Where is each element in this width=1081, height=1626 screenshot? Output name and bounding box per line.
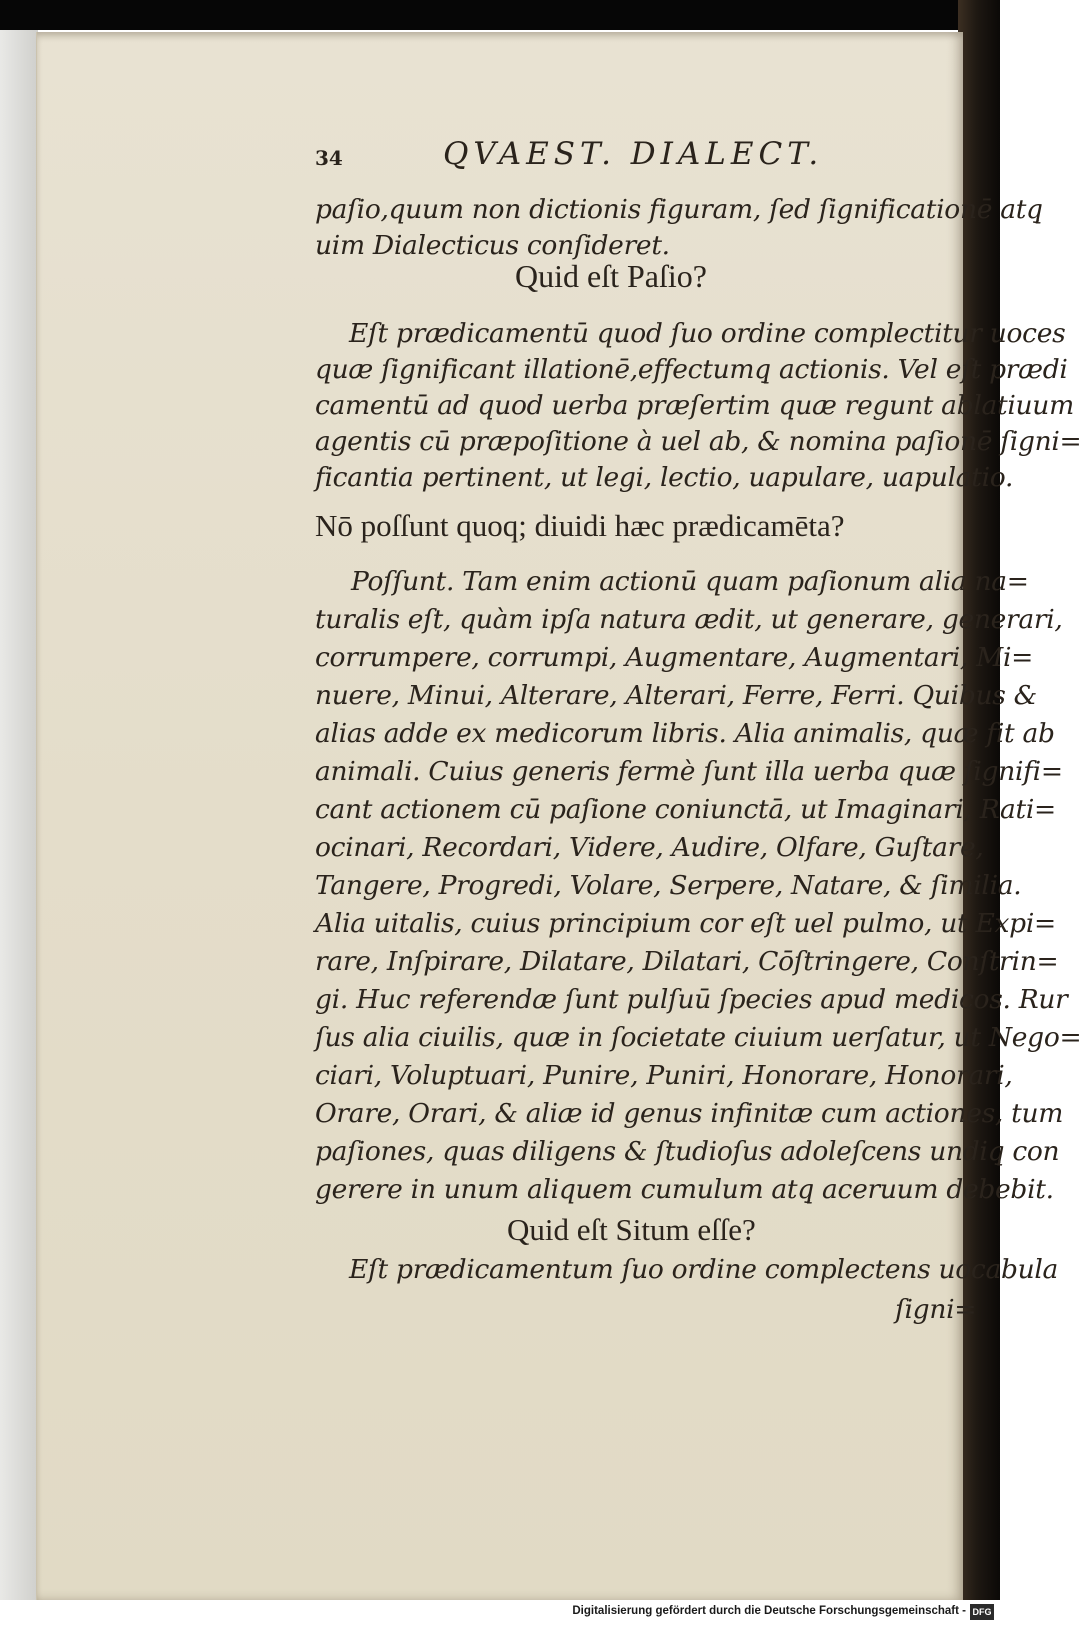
text-line: Eſt prædicamentū quod ſuo ordine complectitur uoces: [349, 318, 1066, 349]
section-heading: Nō poſſunt quoq; diuidi hæc prædicamēta?: [315, 508, 845, 543]
scan-top-border: [0, 0, 1000, 30]
text-line: gi. Huc referendæ ſunt pulſuū ſpecies apud medicos. Rur: [315, 984, 1068, 1015]
text-line: Orare, Orari, & aliæ id genus infinitæ cum actiones, tum: [315, 1098, 1064, 1129]
text-line: alias adde ex medicorum libris. Alia animalis, quæ fit ab: [315, 718, 1055, 749]
text-line: ocinari, Recordari, Videre, Audire, Olfare, Guſtare,: [315, 832, 984, 863]
text-line: nuere, Minui, Alterare, Alterari, Ferre, Ferri. Quibus &: [315, 680, 1037, 711]
text-line: gerere in unum aliquem cumulum atq̧ aceruum debebit.: [315, 1174, 1054, 1205]
text-line: paſio,quum non dictionis figuram, ſed ſignificationē atq̧: [315, 194, 1043, 225]
page-number: 34: [315, 146, 343, 170]
text-line: quæ ſignificant illationē,effectumq̧ actionis. Vel eſt prædi: [315, 354, 1068, 385]
text-line: rare, Inſpirare, Dilatare, Dilatari, Cōſtringere, Conſtrin=: [315, 946, 1059, 977]
text-line: cant actionem cū paſione coniunctā, ut Imaginari, Rati=: [315, 794, 1056, 825]
section-heading: Quid eſt Paſio?: [515, 258, 707, 294]
catchword: ſigni=: [895, 1294, 977, 1325]
text-line: ſus alia ciuilis, quæ in ſocietate ciuium uerſatur, ut Nego=: [315, 1022, 1081, 1053]
text-line: Alia uitalis, cuius principium cor eſt uel pulmo, ut Expi=: [315, 908, 1056, 939]
running-title: QVAEST. DIALECT.: [443, 136, 824, 172]
funding-credit: Digitalisierung gefördert durch die Deutsche Forschungsgemeinschaft -: [572, 1605, 966, 1617]
text-line: camentū ad quod uerba præſertim quæ regunt ablatiuum: [315, 390, 1074, 421]
text-line: Poſſunt. Tam enim actionū quam paſionum alia na=: [351, 566, 1029, 597]
text-line: ciari, Voluptuari, Punire, Puniri, Honorare, Honorari,: [315, 1060, 1013, 1091]
digitization-footer: [0, 1600, 1000, 1626]
text-line: uim Dialecticus conſideret.: [315, 230, 670, 261]
text-line: corrumpere, corrumpi, Augmentare, Augmentari, Mi=: [315, 642, 1034, 673]
text-line: ficantia pertinent, ut legi, lectio, uapulare, uapulatio.: [315, 462, 1014, 493]
text-line: turalis eſt, quàm ipſa natura ædit, ut generare, generari,: [315, 604, 1063, 635]
text-line: paſiones, quas diligens & ſtudioſus adoleſcens undiq̧ con: [315, 1136, 1060, 1167]
text-line: animali. Cuius generis fermè ſunt illa uerba quæ ſignifi=: [315, 756, 1063, 787]
running-head: [315, 136, 855, 176]
scan-left-margin: [0, 30, 38, 1600]
text-line: agentis cū præpoſitione à uel ab, & nomina paſionē ſigni=: [315, 426, 1081, 457]
book-page: [36, 32, 1081, 1600]
text-line: Eſt prædicamentum ſuo ordine complectens uocabula: [349, 1254, 1059, 1285]
dfg-logo: DFG: [970, 1604, 994, 1620]
section-heading: Quid eſt Situm eſſe?: [507, 1212, 756, 1247]
text-line: Tangere, Progredi, Volare, Serpere, Natare, & ſimilia.: [315, 870, 1022, 901]
